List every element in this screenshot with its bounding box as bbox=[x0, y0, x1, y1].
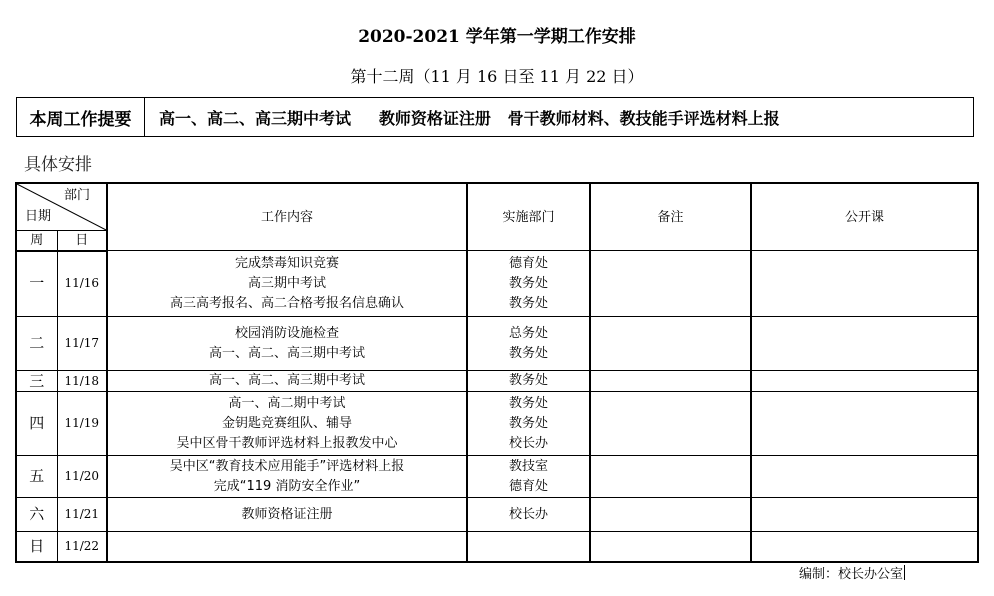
department-cell bbox=[467, 251, 590, 317]
editor-footer bbox=[799, 563, 905, 582]
remark-cell bbox=[590, 371, 751, 392]
work-content-cell bbox=[107, 498, 467, 532]
department-item: 校长办 bbox=[508, 506, 548, 522]
weekday-cell: 四 bbox=[16, 392, 57, 456]
schedule-row bbox=[16, 371, 978, 392]
open-class-cell bbox=[751, 392, 978, 456]
work-content-cell bbox=[107, 317, 467, 371]
weekday-cell: 一 bbox=[16, 251, 57, 317]
schedule-row bbox=[16, 532, 978, 562]
weekday-cell: 六 bbox=[16, 498, 57, 532]
date-cell: 11/22 bbox=[57, 532, 107, 562]
department-item: 教务处 bbox=[508, 373, 548, 388]
work-item: 高一、高二期中考试 bbox=[228, 395, 346, 411]
department-cell bbox=[467, 371, 590, 392]
open-class-cell bbox=[751, 371, 978, 392]
open-class-cell bbox=[751, 532, 978, 562]
department-cell bbox=[467, 456, 590, 498]
work-content-cell bbox=[107, 251, 467, 317]
weekday-cell: 二 bbox=[16, 317, 57, 371]
header-open-class: 公开课 bbox=[751, 183, 978, 251]
remark-cell bbox=[590, 532, 751, 562]
work-item: 吴中区骨干教师评选材料上报教发中心 bbox=[176, 435, 398, 451]
work-content-cell bbox=[107, 392, 467, 456]
header-day: 日 bbox=[57, 230, 107, 251]
department-item: 总务处 bbox=[508, 325, 548, 341]
remark-cell bbox=[590, 498, 751, 532]
week-subtitle: 第十二周（11 月 16 日至 11 月 22 日） bbox=[350, 67, 644, 86]
header-content: 工作内容 bbox=[107, 183, 467, 251]
open-class-cell bbox=[751, 251, 978, 317]
remark-cell bbox=[590, 317, 751, 371]
department-item: 德育处 bbox=[508, 478, 548, 494]
department-item: 教务处 bbox=[508, 345, 548, 361]
header-dept-label: 部门 bbox=[63, 188, 90, 203]
remark-cell bbox=[590, 251, 751, 317]
summary-content: 高一、高二、高三期中考试 教师资格证注册 骨干教师材料、教技能手评选材料上报 bbox=[159, 108, 780, 128]
work-item: 校园消防设施检查 bbox=[234, 325, 339, 341]
header-week: 周 bbox=[16, 230, 57, 251]
footer-text: 编制：校长办公室 bbox=[799, 567, 904, 582]
department-item: 教务处 bbox=[508, 275, 548, 291]
work-content-cell bbox=[107, 371, 467, 392]
schedule-row bbox=[16, 498, 978, 532]
open-class-cell bbox=[751, 317, 978, 371]
work-item: 高三高考报名、高二合格考报名信息确认 bbox=[169, 295, 404, 311]
department-item: 教务处 bbox=[508, 415, 548, 431]
document-title: 2020-2021 学年第一学期工作安排 bbox=[358, 27, 636, 47]
work-item: 高一、高二、高三期中考试 bbox=[208, 373, 365, 388]
header-date-label: 日期 bbox=[25, 209, 52, 224]
department-item: 教务处 bbox=[508, 295, 548, 311]
header-department: 实施部门 bbox=[467, 183, 590, 251]
department-cell bbox=[467, 532, 590, 562]
weekday-cell: 五 bbox=[16, 456, 57, 498]
work-item: 吴中区“教育技术应用能手”评选材料上报 bbox=[169, 458, 405, 474]
date-cell: 11/17 bbox=[57, 317, 107, 371]
schedule-row bbox=[16, 456, 978, 498]
weekday-cell: 日 bbox=[16, 532, 57, 562]
department-cell bbox=[467, 498, 590, 532]
schedule-row bbox=[16, 392, 978, 456]
open-class-cell bbox=[751, 456, 978, 498]
date-cell: 11/16 bbox=[57, 251, 107, 317]
weekly-summary-box bbox=[16, 97, 974, 137]
work-item: 完成“119 消防安全作业” bbox=[213, 478, 361, 494]
weekday-cell: 三 bbox=[16, 371, 57, 392]
department-cell bbox=[467, 392, 590, 456]
department-item: 校长办 bbox=[508, 435, 548, 451]
schedule-table bbox=[15, 182, 977, 560]
summary-label: 本周工作提要 bbox=[17, 98, 145, 136]
remark-cell bbox=[590, 392, 751, 456]
date-cell: 11/19 bbox=[57, 392, 107, 456]
work-item: 完成禁毒知识竞赛 bbox=[234, 255, 339, 271]
work-item: 金钥匙竞赛组队、辅导 bbox=[221, 415, 352, 431]
schedule-row bbox=[16, 251, 978, 317]
department-cell bbox=[467, 317, 590, 371]
schedule-row bbox=[16, 317, 978, 371]
header-remark: 备注 bbox=[590, 183, 751, 251]
section-title: 具体安排 bbox=[24, 155, 92, 175]
text-cursor bbox=[904, 565, 905, 580]
header-diagonal-cell bbox=[16, 183, 107, 230]
work-item: 高一、高二、高三期中考试 bbox=[208, 345, 365, 361]
department-item: 教技室 bbox=[508, 458, 548, 474]
work-item: 教师资格证注册 bbox=[241, 506, 333, 522]
work-content-cell bbox=[107, 456, 467, 498]
work-item: 高三期中考试 bbox=[247, 275, 326, 291]
department-item: 教务处 bbox=[508, 395, 548, 411]
remark-cell bbox=[590, 456, 751, 498]
date-cell: 11/18 bbox=[57, 371, 107, 392]
date-cell: 11/20 bbox=[57, 456, 107, 498]
work-content-cell bbox=[107, 532, 467, 562]
department-item: 德育处 bbox=[508, 255, 548, 271]
open-class-cell bbox=[751, 498, 978, 532]
date-cell: 11/21 bbox=[57, 498, 107, 532]
